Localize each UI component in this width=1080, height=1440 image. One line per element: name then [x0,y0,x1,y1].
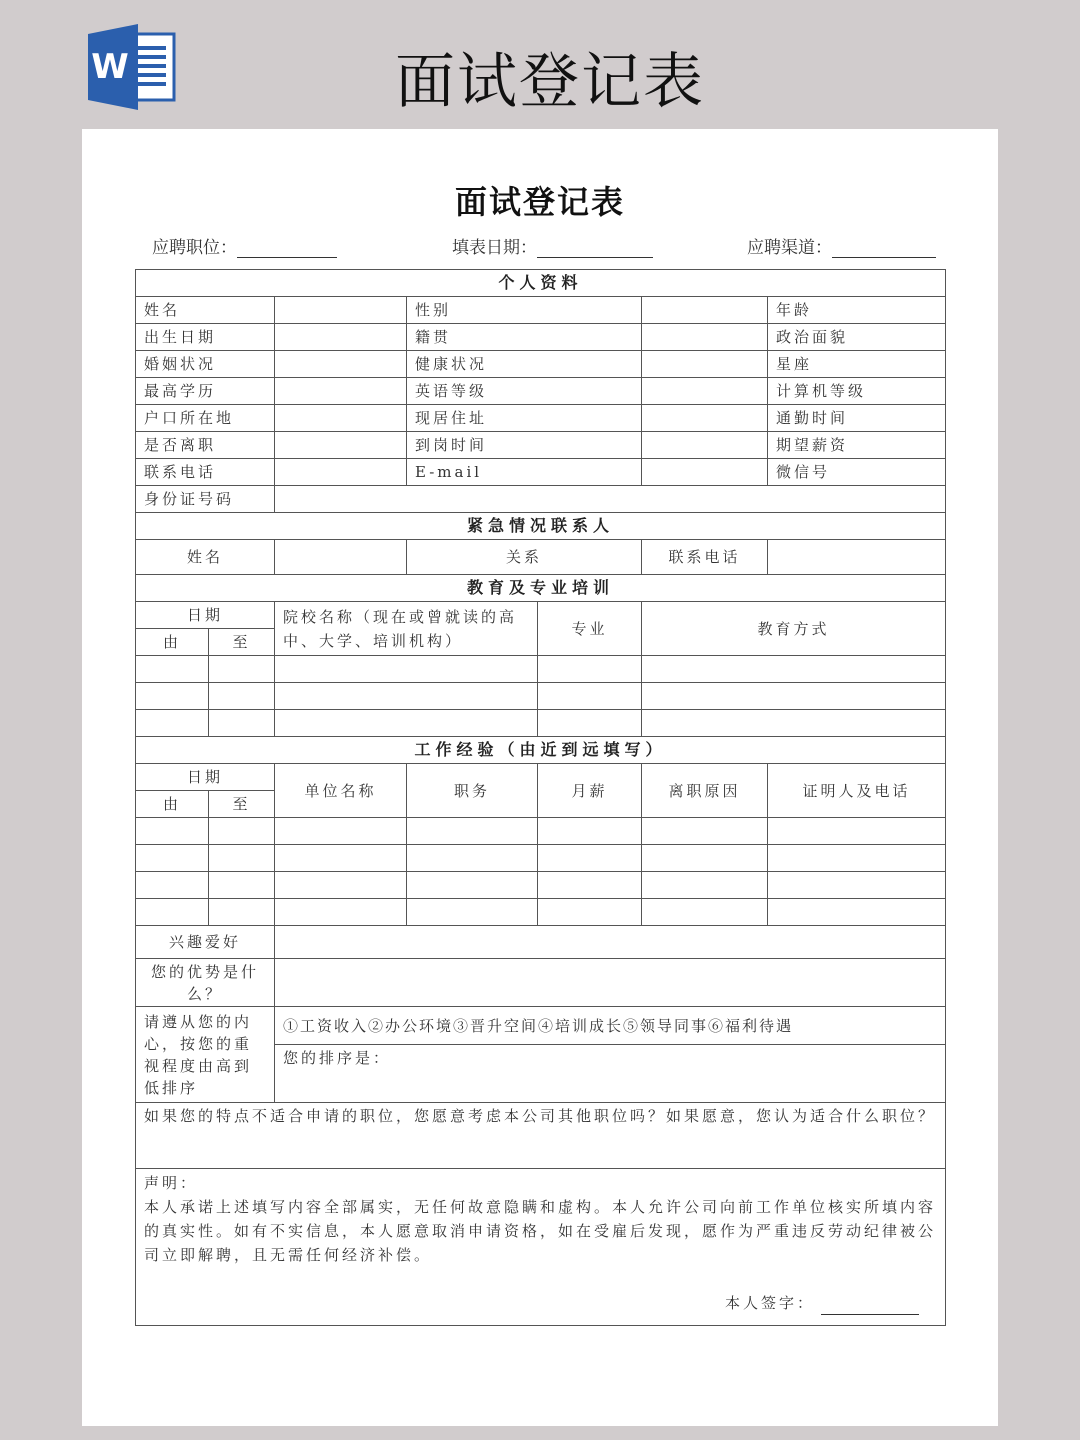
table-row [136,540,946,575]
svg-text:W: W [91,47,129,87]
input-resigned[interactable] [275,432,407,459]
label-english: 英语等级 [407,378,642,405]
table-row [136,683,946,710]
input-start-date[interactable] [642,432,768,459]
label-emergency-relation: 关系 [407,540,642,575]
section-work: 工作经验（由近到远填写） [136,737,946,764]
label-strengths: 您的优势是什么？ [136,959,275,1007]
table-row [136,818,946,845]
section-personal: 个人资料 [136,270,946,297]
input-hukou[interactable] [275,405,407,432]
ranking-options: ①工资收入②办公环境③晋升空间④培训成长⑤领导同事⑥福利待遇 [275,1007,946,1045]
label-gender: 性别 [407,297,642,324]
signature-label: 本人签字： [725,1294,816,1312]
table-row [136,486,946,513]
input-education[interactable] [275,378,407,405]
form-title: 面试登记表 [454,183,625,221]
table-row [136,324,946,351]
input-ranking[interactable] [275,1045,946,1103]
signature-field[interactable] [144,1291,937,1315]
label-id-number: 身份证号码 [136,486,275,513]
table-row [136,1169,946,1326]
edu-header-method: 教育方式 [642,602,946,656]
label-marital: 婚姻状况 [136,351,275,378]
position-field[interactable]: 应聘职位： [152,233,337,258]
work-header-position: 职务 [407,764,538,818]
input-phone[interactable] [275,459,407,486]
label-commute: 通勤时间 [768,405,946,432]
alternative-position-question[interactable]: 如果您的特点不适合申请的职位，您愿意考虑本公司其他职位吗？如果愿意，您认为适合什么职位？ [136,1103,946,1169]
work-header-company: 单位名称 [275,764,407,818]
label-phone: 联系电话 [136,459,275,486]
declaration-title: 声明： [144,1174,199,1192]
label-hukou: 户口所在地 [136,405,275,432]
input-emergency-name[interactable] [275,540,407,575]
page-banner-title: 面试登记表 [395,47,705,117]
label-zodiac: 星座 [768,351,946,378]
label-hobbies: 兴趣爱好 [136,926,275,959]
label-ranking: 请遵从您的内心，按您的重视程度由高到低排序 [136,1007,275,1103]
work-header-date: 日期 [136,764,275,791]
work-header-reference: 证明人及电话 [768,764,946,818]
input-name[interactable] [275,297,407,324]
label-start-date: 到岗时间 [407,432,642,459]
label-email: E-mail [407,459,642,486]
table-row [136,405,946,432]
input-address[interactable] [642,405,768,432]
table-row [136,297,946,324]
channel-field[interactable]: 应聘渠道： [747,233,936,258]
table-row [136,378,946,405]
table-row [136,459,946,486]
table-row [136,432,946,459]
label-name: 姓名 [136,297,275,324]
input-id-number[interactable] [275,486,946,513]
label-emergency-name: 姓名 [136,540,275,575]
input-hobbies[interactable] [275,926,946,959]
input-marital[interactable] [275,351,407,378]
label-resigned: 是否离职 [136,432,275,459]
edu-header-from: 由 [136,629,209,656]
label-health: 健康状况 [407,351,642,378]
table-row [136,1103,946,1169]
table-row [136,656,946,683]
input-english[interactable] [642,378,768,405]
section-emergency: 紧急情况联系人 [136,513,946,540]
label-age: 年龄 [768,297,946,324]
edu-header-school: 院校名称（现在或曾就读的高中、大学、培训机构） [275,602,538,656]
label-political: 政治面貌 [768,324,946,351]
label-computer: 计算机等级 [768,378,946,405]
label-education: 最高学历 [136,378,275,405]
date-field[interactable]: 填表日期： [452,233,653,258]
work-header-salary: 月薪 [538,764,642,818]
section-education: 教育及专业培训 [136,575,946,602]
table-row [136,959,946,1007]
registration-table [135,269,946,1326]
form-paper [82,129,998,1426]
input-health[interactable] [642,351,768,378]
table-row [136,926,946,959]
edu-header-major: 专业 [538,602,642,656]
declaration [136,1169,946,1326]
edu-header-to: 至 [209,629,275,656]
table-row [136,1007,946,1045]
input-emergency-phone[interactable] [768,540,946,575]
input-strengths[interactable] [275,959,946,1007]
label-wechat: 微信号 [768,459,946,486]
table-row [136,872,946,899]
label-address: 现居住址 [407,405,642,432]
label-hometown: 籍贯 [407,324,642,351]
table-row [136,351,946,378]
table-row [136,710,946,737]
work-header-reason: 离职原因 [642,764,768,818]
declaration-text: 本人承诺上述填写内容全部属实，无任何故意隐瞒和虚构。本人允许公司向前工作单位核实所填内容的真实性。如有不实信息，本人愿意取消申请资格，如在受雇后发现，愿作为严重违反劳动纪律被公司立即解聘，且无需任何经济补偿。 [144,1198,937,1264]
table-row [136,845,946,872]
work-header-from: 由 [136,791,209,818]
label-birthdate: 出生日期 [136,324,275,351]
input-birthdate[interactable] [275,324,407,351]
table-row [136,899,946,926]
input-gender[interactable] [642,297,768,324]
edu-header-date: 日期 [136,602,275,629]
input-email[interactable] [642,459,768,486]
work-header-to: 至 [209,791,275,818]
ranking-answer-label: 您的排序是： [283,1049,392,1067]
label-emergency-phone: 联系电话 [642,540,768,575]
input-hometown[interactable] [642,324,768,351]
label-salary-expect: 期望薪资 [768,432,946,459]
